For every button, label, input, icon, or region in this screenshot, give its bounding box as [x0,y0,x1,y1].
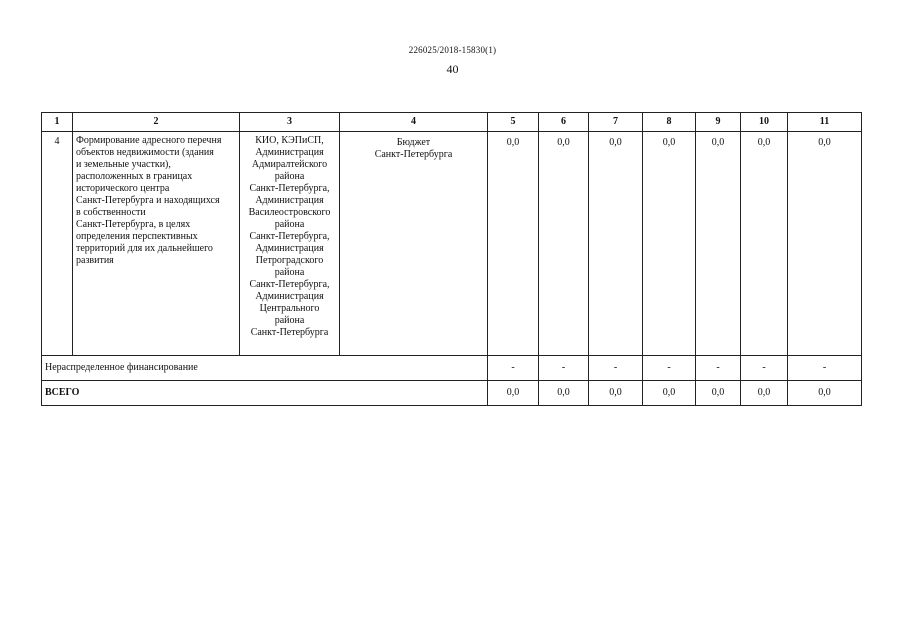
column-header: 7 [589,113,643,132]
column-header: 1 [42,113,73,132]
unallocated-row [42,356,862,381]
value-cell: - [643,356,696,381]
value-cell: - [741,356,788,381]
column-header: 4 [340,113,488,132]
value-cell: 0,0 [539,381,589,406]
column-header: 2 [73,113,240,132]
value-cell: 0,0 [488,132,539,356]
value-cell: 0,0 [589,381,643,406]
column-header: 9 [696,113,741,132]
financing-table [41,112,862,406]
column-header: 11 [788,113,862,132]
column-header: 8 [643,113,696,132]
value-cell: 0,0 [788,132,862,356]
value-cell: - [696,356,741,381]
value-cell: - [788,356,862,381]
column-header: 10 [741,113,788,132]
header-row [42,113,862,132]
value-cell: 0,0 [488,381,539,406]
value-cell: 0,0 [788,381,862,406]
column-header: 6 [539,113,589,132]
funding-source: Бюджет Санкт-Петербурга [340,132,488,356]
document-id: 226025/2018-15830(1) [408,45,497,55]
table-row [42,132,862,356]
responsible-executors: КИО, КЭПиСП, Администрация Адмиралтейского района Санкт-Петербурга, Администрация Василеостровского района Санкт-Петербурга, Администрация Петроградского района Санкт-Петербурга, Администрация Центрального района Санкт-Петербурга [240,132,340,356]
value-cell: 0,0 [589,132,643,356]
value-cell: 0,0 [643,381,696,406]
value-cell: - [539,356,589,381]
value-cell: 0,0 [741,132,788,356]
value-cell: 0,0 [696,381,741,406]
value-cell: - [589,356,643,381]
value-cell: 0,0 [696,132,741,356]
value-cell: 0,0 [741,381,788,406]
activity-description: Формирование адресного перечня объектов недвижимости (здания и земельные участки), расположенных в границах исторического центра Санкт-Петербурга и находящихся в собственности Санкт-Петербурга, в целях определения перспективных территорий для их дальнейшего развития [73,132,240,356]
value-cell: - [488,356,539,381]
value-cell: 0,0 [643,132,696,356]
value-cell: 0,0 [539,132,589,356]
column-header: 5 [488,113,539,132]
page-number: 40 [446,62,459,76]
column-header: 3 [240,113,340,132]
unallocated-label: Нераспределенное финансирование [42,356,488,381]
total-row [42,381,862,406]
total-label: ВСЕГО [42,381,488,406]
row-number: 4 [42,132,73,356]
